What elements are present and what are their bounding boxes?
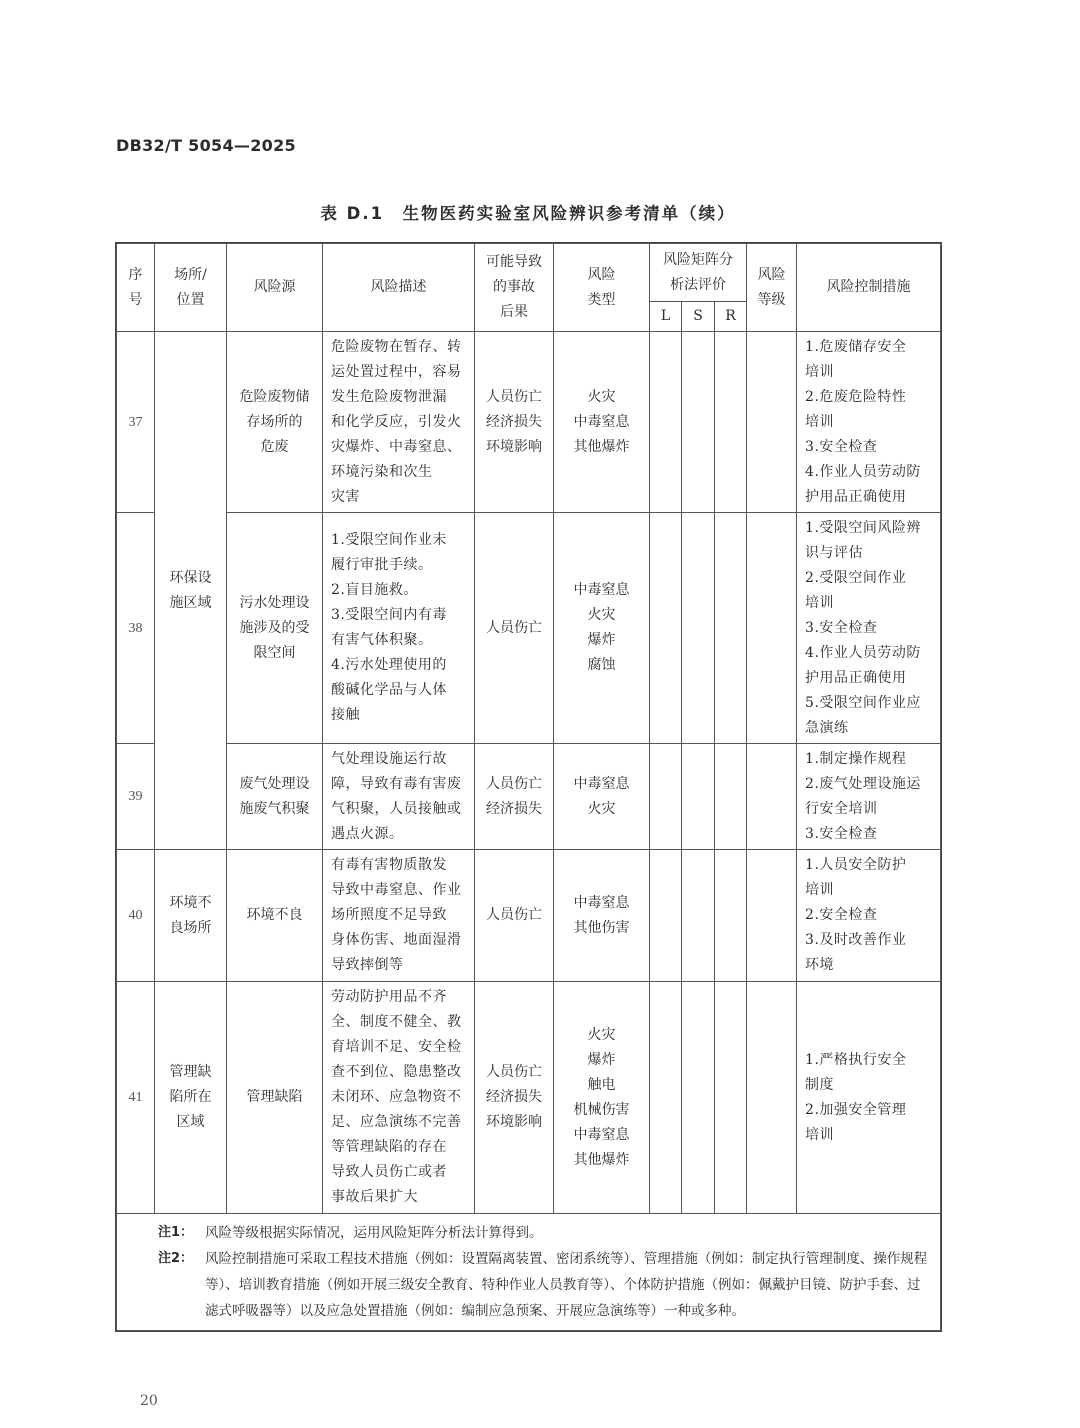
row-L [650, 513, 682, 744]
note-text: 风险等级根据实际情况，运用风险矩阵分析法计算得到。 [205, 1225, 543, 1241]
header-R: R [715, 302, 747, 332]
row-desc: 劳动防护用品不齐 全、制度不健全、教 育培训不足、安全检 查不到位、隐患整改 未闭环、应急物资不 足、应急演练不完善 等管理缺陷的存在 导致人员伤亡或者 事故后果扩大 [323, 982, 475, 1214]
row-R [715, 982, 747, 1214]
row-source: 废气处理设 施废气积聚 [227, 744, 323, 850]
header-S: S [682, 302, 715, 332]
row-level [747, 982, 797, 1214]
risk-table [116, 243, 941, 1331]
row-desc: 气处理设施运行故 障，导致有毒有害废 气积聚，人员接触或 遇点火源。 [323, 744, 475, 850]
row-desc: 有毒有害物质散发 导致中毒窒息、作业 场所照度不足导致 身体伤害、地面湿滑 导致摔倒等 [323, 850, 475, 982]
row-S [682, 513, 715, 744]
row-seq: 37 [117, 332, 155, 513]
row-R [715, 513, 747, 744]
row-type: 火灾 中毒窒息 其他爆炸 [554, 332, 650, 513]
row-control: 1.人员安全防护 培训 2.安全检查 3.及时改善作业 环境 [797, 850, 941, 982]
row-consequence: 人员伤亡 经济损失 [475, 744, 554, 850]
row-seq: 40 [117, 850, 155, 982]
row-consequence: 人员伤亡 经济损失 环境影响 [475, 982, 554, 1214]
header-seq: 序 号 [117, 244, 155, 332]
row-level [747, 332, 797, 513]
table-title: 表 D.1 生物医药实验室风险辨识参考清单（续） [320, 204, 736, 223]
row-seq: 41 [117, 982, 155, 1214]
row-S [682, 744, 715, 850]
row-control: 1.危废储存安全 培训 2.危废危险特性 培训 3.安全检查 4.作业人员劳动防 护用品正确使用 [797, 332, 941, 513]
table-row [117, 744, 941, 850]
row-type: 中毒窒息 火灾 爆炸 腐蚀 [554, 513, 650, 744]
note-label: 注1： [158, 1225, 194, 1240]
row-S [682, 850, 715, 982]
row-control: 1.严格执行安全 制度 2.加强安全管理 培训 [797, 982, 941, 1214]
row-place: 环保设 施区域 [155, 332, 227, 850]
row-level [747, 744, 797, 850]
row-place: 环境不 良场所 [155, 850, 227, 982]
row-source: 环境不良 [227, 850, 323, 982]
row-seq: 38 [117, 513, 155, 744]
row-control: 1.受限空间风险辨 识与评估 2.受限空间作业 培训 3.安全检查 4.作业人员劳动防 护用品正确使用 5.受限空间作业应 急演练 [797, 513, 941, 744]
header-desc: 风险描述 [323, 244, 475, 332]
row-consequence: 人员伤亡 [475, 850, 554, 982]
header-source: 风险源 [227, 244, 323, 332]
row-consequence: 人员伤亡 经济损失 环境影响 [475, 332, 554, 513]
row-control: 1.制定操作规程 2.废气处理设施运 行安全培训 3.安全检查 [797, 744, 941, 850]
row-S [682, 982, 715, 1214]
table-row [117, 513, 941, 744]
row-desc: 危险废物在暂存、转 运处置过程中，容易 发生危险废物泄漏 和化学反应，引发火 灾爆炸、中毒窒息、 环境污染和次生 灾害 [323, 332, 475, 513]
row-L [650, 332, 682, 513]
row-level [747, 850, 797, 982]
row-R [715, 850, 747, 982]
header-L: L [650, 302, 682, 332]
row-type: 中毒窒息 其他伤害 [554, 850, 650, 982]
header-level: 风险 等级 [747, 244, 797, 332]
header-type: 风险 类型 [554, 244, 650, 332]
notes [117, 1214, 941, 1331]
row-level [747, 513, 797, 744]
table-row [117, 332, 941, 513]
page-number: 20 [140, 1393, 158, 1409]
row-type: 中毒窒息 火灾 [554, 744, 650, 850]
row-place: 管理缺 陷所在 区域 [155, 982, 227, 1214]
header-place: 场所/ 位置 [155, 244, 227, 332]
header-control: 风险控制措施 [797, 244, 941, 332]
row-L [650, 982, 682, 1214]
header-matrix: 风险矩阵分 析法评价 [650, 244, 747, 302]
header-consequence: 可能导致 的事故 后果 [475, 244, 554, 332]
row-type: 火灾 爆炸 触电 机械伤害 中毒窒息 其他爆炸 [554, 982, 650, 1214]
row-L [650, 850, 682, 982]
table-row [117, 982, 941, 1214]
table-row [117, 850, 941, 982]
row-R [715, 744, 747, 850]
row-source: 危险废物储 存场所的 危废 [227, 332, 323, 513]
notes-row [117, 1214, 941, 1331]
row-seq: 39 [117, 744, 155, 850]
note-2 [158, 1246, 928, 1324]
note-text: 风险控制措施可采取工程技术措施（例如：设置隔离装置、密闭系统等）、管理措施（例如：制定执行管理制度、操作规程等）、培训教育措施（例如开展三级安全教育、特种作业人员教育等）、个体防护措施（例如：佩戴护目镜、防护手套、过滤式呼吸器等）以及应急处置措施（例如：编制应急预案、开展应急演练等）一种或多种。 [205, 1251, 928, 1319]
row-source: 管理缺陷 [227, 982, 323, 1214]
row-consequence: 人员伤亡 [475, 513, 554, 744]
note-label: 注2： [158, 1251, 194, 1266]
row-source: 污水处理设 施涉及的受 限空间 [227, 513, 323, 744]
row-R [715, 332, 747, 513]
document-id: DB32/T 5054—2025 [116, 136, 296, 155]
note-1 [158, 1220, 928, 1246]
row-desc: 1.受限空间作业未 履行审批手续。 2.盲目施救。 3.受限空间内有毒 有害气体积聚。 4.污水处理使用的 酸碱化学品与人体 接触 [323, 513, 475, 744]
row-L [650, 744, 682, 850]
row-S [682, 332, 715, 513]
